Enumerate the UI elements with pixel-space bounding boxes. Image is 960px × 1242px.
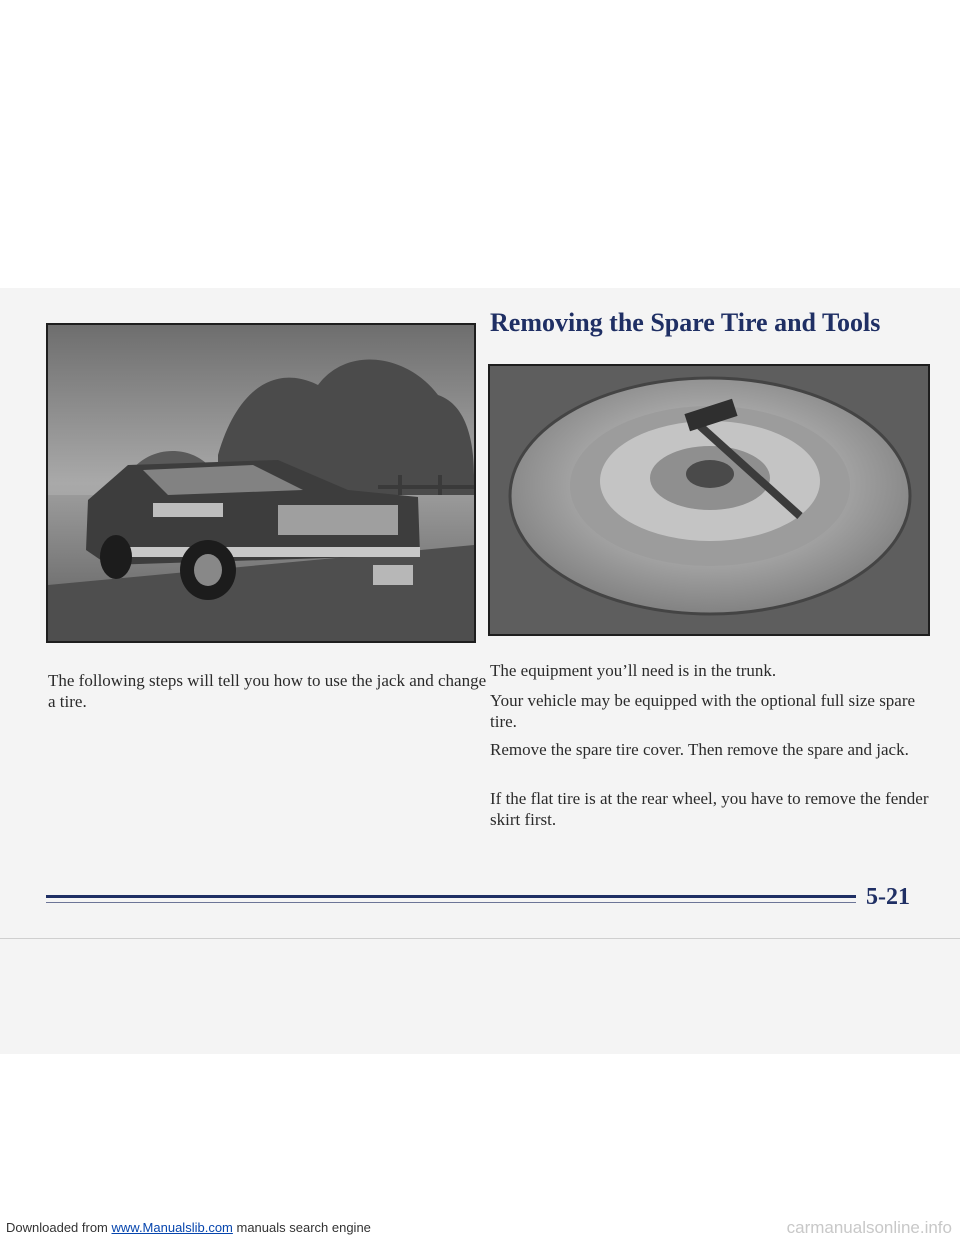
footer-rule-thick: [46, 895, 856, 898]
section-heading: Removing the Spare Tire and Tools: [490, 308, 881, 337]
page-bottom-divider: [0, 938, 960, 939]
spare-tire-in-trunk-illustration: [488, 364, 930, 636]
intro-paragraph: The following steps will tell you how to use the jack and change a tire.: [48, 671, 487, 711]
car-on-roadside-illustration: [46, 323, 476, 643]
download-notice: [6, 1220, 371, 1235]
manualslib-link[interactable]: www.Manualslib.com: [111, 1220, 233, 1235]
download-prefix: Downloaded from: [6, 1220, 112, 1235]
page-number: 5-21: [866, 884, 910, 910]
download-suffix: manuals search engine: [232, 1220, 371, 1235]
site-watermark: carmanualsonline.info: [786, 1218, 952, 1237]
full-size-spare-paragraph: Your vehicle may be equipped with the optional full size spare tire.: [490, 691, 916, 731]
fender-skirt-paragraph: If the flat tire is at the rear wheel, you have to remove the fender skirt first.: [490, 789, 929, 829]
equipment-paragraph: The equipment you’ll need is in the trunk.: [490, 661, 777, 680]
remove-cover-paragraph: Remove the spare tire cover. Then remove the spare and jack.: [490, 740, 909, 759]
footer-rule-thin: [46, 902, 856, 903]
